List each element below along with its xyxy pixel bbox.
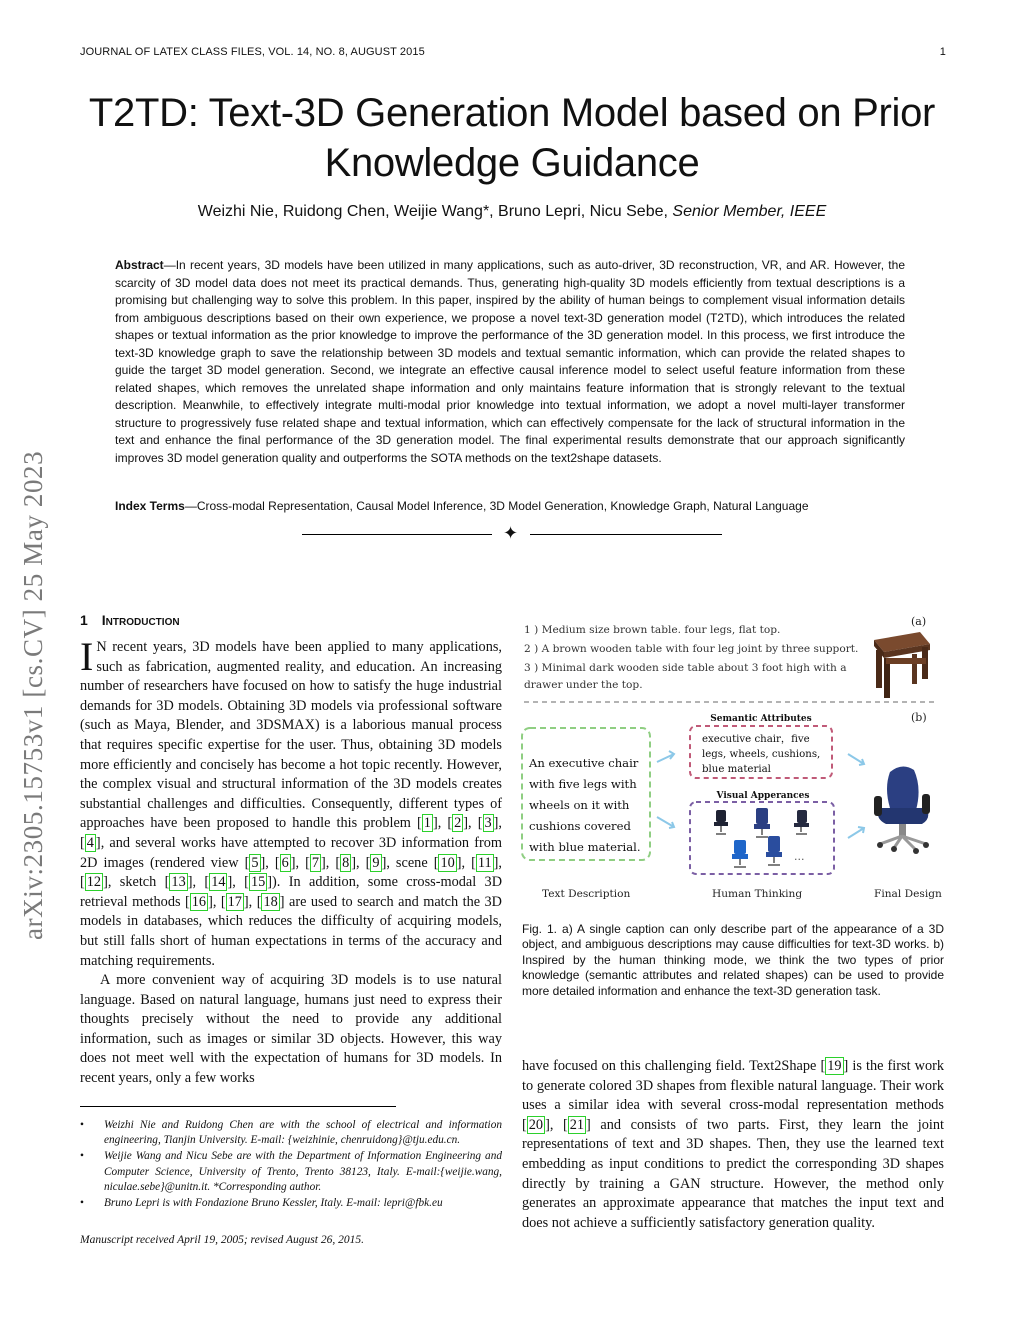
index-terms-label: Index Terms [115, 499, 185, 513]
label-text-description: Text Description [542, 888, 631, 900]
running-header [80, 46, 946, 58]
citation-link[interactable]: 5 [251, 854, 259, 871]
section-title: Introduction [101, 612, 180, 628]
arrow-icon [848, 754, 864, 765]
semantic-line: blue material [702, 764, 771, 775]
figure-label-b: (b) [911, 711, 927, 724]
citation-link[interactable]: 9 [372, 854, 380, 871]
chair-thumbnail-icon [766, 836, 782, 865]
citation-link[interactable]: 6 [281, 854, 289, 871]
chair-thumbnail-icon [714, 810, 728, 834]
abstract-text: —In recent years, 3D models have been utilized in many applications, such as auto-driver, 3D reconstruction, VR, and AR. However, the scarcity of 3D model data does not meet its practical demands. Thus, generating high-quality 3D models efficiently from textual descriptions is a promising but challenging way to solve this problem. In this paper, inspired by the ability of human beings to complement visual information details from ambiguous descriptions based on their own experience, we propose a novel text-3D generation model (T2TD), which introduces the related shapes or textual information as the prior knowledge to improve the performance of the 3D generation model. In this process, we first introduce the text-3D knowledge graph to save the relationship between 3D models and textual semantic information, which can provide the related shapes to guide the target 3D model generation. Second, we integrate an effective causal inference model to select useful feature information from these related shapes, which removes the unrelated shape information and only maintains feature information that is strongly relevant to the textual description. Meanwhile, to effectively integrate multi-modal prior knowledge into textual information, we adopt a novel multi-layer transformer structure to progressively fuse related shape and textual information, which can effectively compensate for the lack of structural information in the text and enhance the final performance of the 3D generation model. The final experimental results demonstrate that our approach significantly improves 3D model generation quality and outperforms the SOTA methods on the text2shape datasets. [115, 258, 905, 465]
text-desc-line: An executive chair [529, 756, 639, 770]
intro-text: have focused on this challenging field. Text2Shape [522, 1058, 821, 1074]
intro-text: ). In addition, some cross-modal 3D retrieval methods [80, 874, 503, 910]
chair-thumbnail-icon [754, 808, 770, 837]
citation-link[interactable]: 10 [440, 854, 455, 871]
citation-link[interactable]: 18 [263, 893, 278, 910]
paper-title [60, 88, 964, 188]
intro-paragraph-continued: have focused on this challenging field. Text2Shape [ 19 ] is the first work to generate colored 3D shapes from flexible natural language. Their work uses a similar idea with several cross-modal representation methods [ 20 ], [ 21 ] and consists of two parts. First, they learn the joint representations of text and 3D shapes. Then, they use the learned text embedding as input conditions to predict the corresponding 3D shapes directly by training a GAN structure. However, the method only generates an approximate appearance that matches the input text and does not achieve a sufficiently satisfactory generation quality. [522, 1058, 945, 1231]
citation-link[interactable]: 14 [211, 874, 226, 891]
footnotes [80, 1118, 502, 1212]
citation-link[interactable]: 7 [311, 854, 320, 871]
arrow-icon [657, 751, 674, 762]
text-desc-line: wheels on it with [529, 798, 630, 812]
intro-text: are used to search and match the 3D models in databases, which reduces the difficulty of acquiring models, but still falls short of human expectations in terms of the accuracy and matching requirements. [80, 893, 503, 969]
intro-text: recent years, 3D models have been applied to many applications, such as fabrication, augmented reality, and education. An increasing number of researchers have focused on how to satisfy the huge industrial demands for 3D models. Obtaining 3D models via professional software (such as Maya, Blender, and 3DSMAX) is a laborious manual process that requires specific expertise for the user. Thus, obtaining 3D models more efficiently and concisely has become a hot topic recently. However, the complex visual and structural information of the 3D models creates substantial challenges and difficulties. Consequently, different types of approaches have been proposed to handle this problem [80, 639, 502, 832]
intro-text: , sketch [107, 874, 165, 891]
dropcap-lead: N [96, 639, 107, 655]
intro-paragraph-2: A more convenient way of acquiring 3D models is to use natural language. Based on natural language, humans just need to express their thoughts precisely without the need to provide any additional information, such as images or similar 3D objects. However, this way does not meet well with the expectation of humans for 3D models. In recent years, only a few works [80, 972, 502, 1087]
title-line-1: T2TD: Text-3D Generation Model based on Prior [88, 91, 936, 135]
footnote-rule [80, 1106, 396, 1107]
citation-link[interactable]: 8 [342, 854, 350, 871]
footnote-affiliation-2: • Weijie Wang and Nicu Sebe are with the Department of Information Engineering and Computer Science, University of Trento, Trento 38123, Italy. E-mail:{weijie.wang, niculae.sebe}@unitn.it. *Corresponding author. [80, 1149, 502, 1195]
figure-label-a: (a) [911, 615, 927, 628]
citation-link[interactable]: 21 [569, 1116, 585, 1133]
table-3d-model-icon [874, 632, 930, 698]
dropcap: I [80, 634, 94, 679]
abstract-label: Abstract [115, 258, 164, 272]
citation-link[interactable]: 19 [827, 1058, 842, 1074]
figure-caption-1: 1 ) Medium size brown table. four legs, flat top. [524, 624, 781, 636]
intro-text: , scene [386, 854, 434, 871]
figure-caption-4: drawer under the top. [524, 679, 643, 691]
text-desc-line: with five legs with [529, 777, 637, 791]
label-final-design: Final Design [874, 888, 942, 900]
manuscript-note: Manuscript received April 19, 2005; revised August 26, 2015. [80, 1234, 364, 1246]
author-role: Senior Member, IEEE [672, 203, 827, 220]
figure-1-graphic [518, 612, 946, 908]
author-list [60, 203, 964, 221]
citation-link[interactable]: 11 [477, 854, 492, 871]
divider-right [530, 534, 722, 535]
semantic-line: executive chair，five [702, 734, 810, 745]
divider-diamond-icon: ✦ [503, 523, 519, 544]
arrow-icon [848, 827, 864, 838]
intro-column-left [80, 634, 503, 1089]
arxiv-stamp: arXiv:2305.15753v1 [cs.CV] 25 May 2023 [18, 450, 48, 940]
author-names: Weizhi Nie, Ruidong Chen, Weijie Wang*, Bruno Lepri, Nicu Sebe, [197, 203, 668, 220]
chair-thumbnail-icon [732, 840, 748, 867]
figure-1-caption: Fig. 1. a) A single caption can only describe part of the appearance of a 3D object, and ambiguous descriptions may cause difficulties for text-3D works. b) Inspired by the human thinking mode, we think the two types of prior knowledge (semantic attributes and related shapes) can be used to provide more detailed information and enhance the text-3D generation task. [522, 922, 944, 998]
citation-link[interactable]: 12 [86, 874, 102, 891]
visual-appearances-title: Visual Apperances [716, 791, 810, 801]
semantic-attributes-title: Semantic Attributes [710, 714, 812, 724]
citation-link[interactable]: 1 [423, 815, 431, 832]
chair-thumbnail-icon [794, 810, 809, 834]
arrow-icon [657, 817, 674, 828]
section-number: 1 [80, 612, 88, 628]
figure-1 [518, 612, 946, 908]
citation-link[interactable]: 4 [86, 834, 94, 851]
figure-caption-2: 2 ) A brown wooden table with four leg joint by three support. [524, 643, 859, 655]
divider-left [302, 534, 492, 535]
journal-name: JOURNAL OF LATEX CLASS FILES, VOL. 14, NO. 8, AUGUST 2015 [80, 46, 425, 58]
index-terms [115, 499, 905, 513]
semantic-line: legs, wheels, cushions, [702, 749, 821, 760]
intro-text: and consists of two parts. First, they learn the joint representations of text and 3D shapes. Then, they use the learned text embedding as input conditions to predict the corresponding 3D shapes directly by training a GAN structure. However, the method only generates an approximate appearance that matches the input text and does not achieve a sufficiently satisfactory generation quality. [522, 1116, 944, 1231]
final-chair-3d-model-icon [874, 766, 930, 854]
page-number: 1 [939, 46, 946, 58]
footnote-affiliation-3: • Bruno Lepri is with Fondazione Bruno Kessler, Italy. E-mail: lepri@fbk.eu [80, 1196, 502, 1211]
citation-link[interactable]: 15 [250, 874, 266, 891]
footnote-affiliation-1: • Weizhi Nie and Ruidong Chen are with the school of electrical and information engineering, Tianjin University. E-mail: {weizhinie, chenruidong}@tju.edu.cn. [80, 1118, 502, 1148]
citation-link[interactable]: 13 [171, 874, 186, 891]
label-human-thinking: Human Thinking [712, 888, 803, 900]
title-line-2: Knowledge Guidance [324, 141, 700, 185]
index-terms-text: —Cross-modal Representation, Causal Model Inference, 3D Model Generation, Knowledge Graph, Natural Language [184, 499, 809, 513]
citation-link[interactable]: 16 [191, 893, 207, 910]
intro-column-right [522, 1057, 944, 1233]
abstract [115, 257, 905, 467]
citation-link[interactable]: 20 [528, 1116, 544, 1133]
more-shapes-ellipsis: ... [794, 850, 805, 863]
citation-link[interactable]: 2 [454, 815, 462, 832]
text-desc-line: cushions covered [529, 819, 631, 833]
section-heading [80, 612, 180, 628]
citation-link[interactable]: 17 [227, 893, 242, 910]
citation-link[interactable]: 3 [484, 815, 492, 832]
intro-paragraph-1: I N recent years, 3D models have been applied to many applications, such as fabrication, augmented reality, and education. An increasing number of researchers have focused on how to satisfy the huge industrial demands for 3D models. Obtaining 3D models via professional software (such as Maya, Blender, and 3DSMAX) is a laborious manual process that requires specific expertise for the user. Thus, obtaining 3D models more efficiently and concisely has become a hot topic recently. However, the complex visual and structural information of the 3D models creates substantial challenges and difficulties. Consequently, different types of approaches have been proposed to handle this problem [ 1 ], [ 2 ], [ 3 ], [ 4 ], and several works have attempted to recover 3D information from 2D images (rendered view [ 5 ], [ 6 ], [ 7 ], [ 8 ], [ 9 ], scene [ 10 ], [ 11 ], [ 12 ], sketch [ 13 ], [ 14 ], [ 15 ]). In addition, some cross-modal 3D retrieval methods [ 16 ], [ 17 ], [ 18 ] are used to search and match the 3D models in databases, which reduces the difficulty of acquiring models, but still falls short of human expectations in terms of the accuracy and matching requirements. [80, 634, 503, 969]
intro-text: is the first work to generate colored 3D shapes from flexible natural language. Their work uses a similar idea with several cross-modal representation methods [522, 1058, 945, 1114]
figure-caption-3: 3 ) Minimal dark wooden side table about 3 foot high with a [524, 662, 847, 674]
intro-text: , and several works have attempted to recover 3D information from 2D images (rendered view [80, 834, 502, 871]
text-desc-line: with blue material. [529, 840, 641, 854]
